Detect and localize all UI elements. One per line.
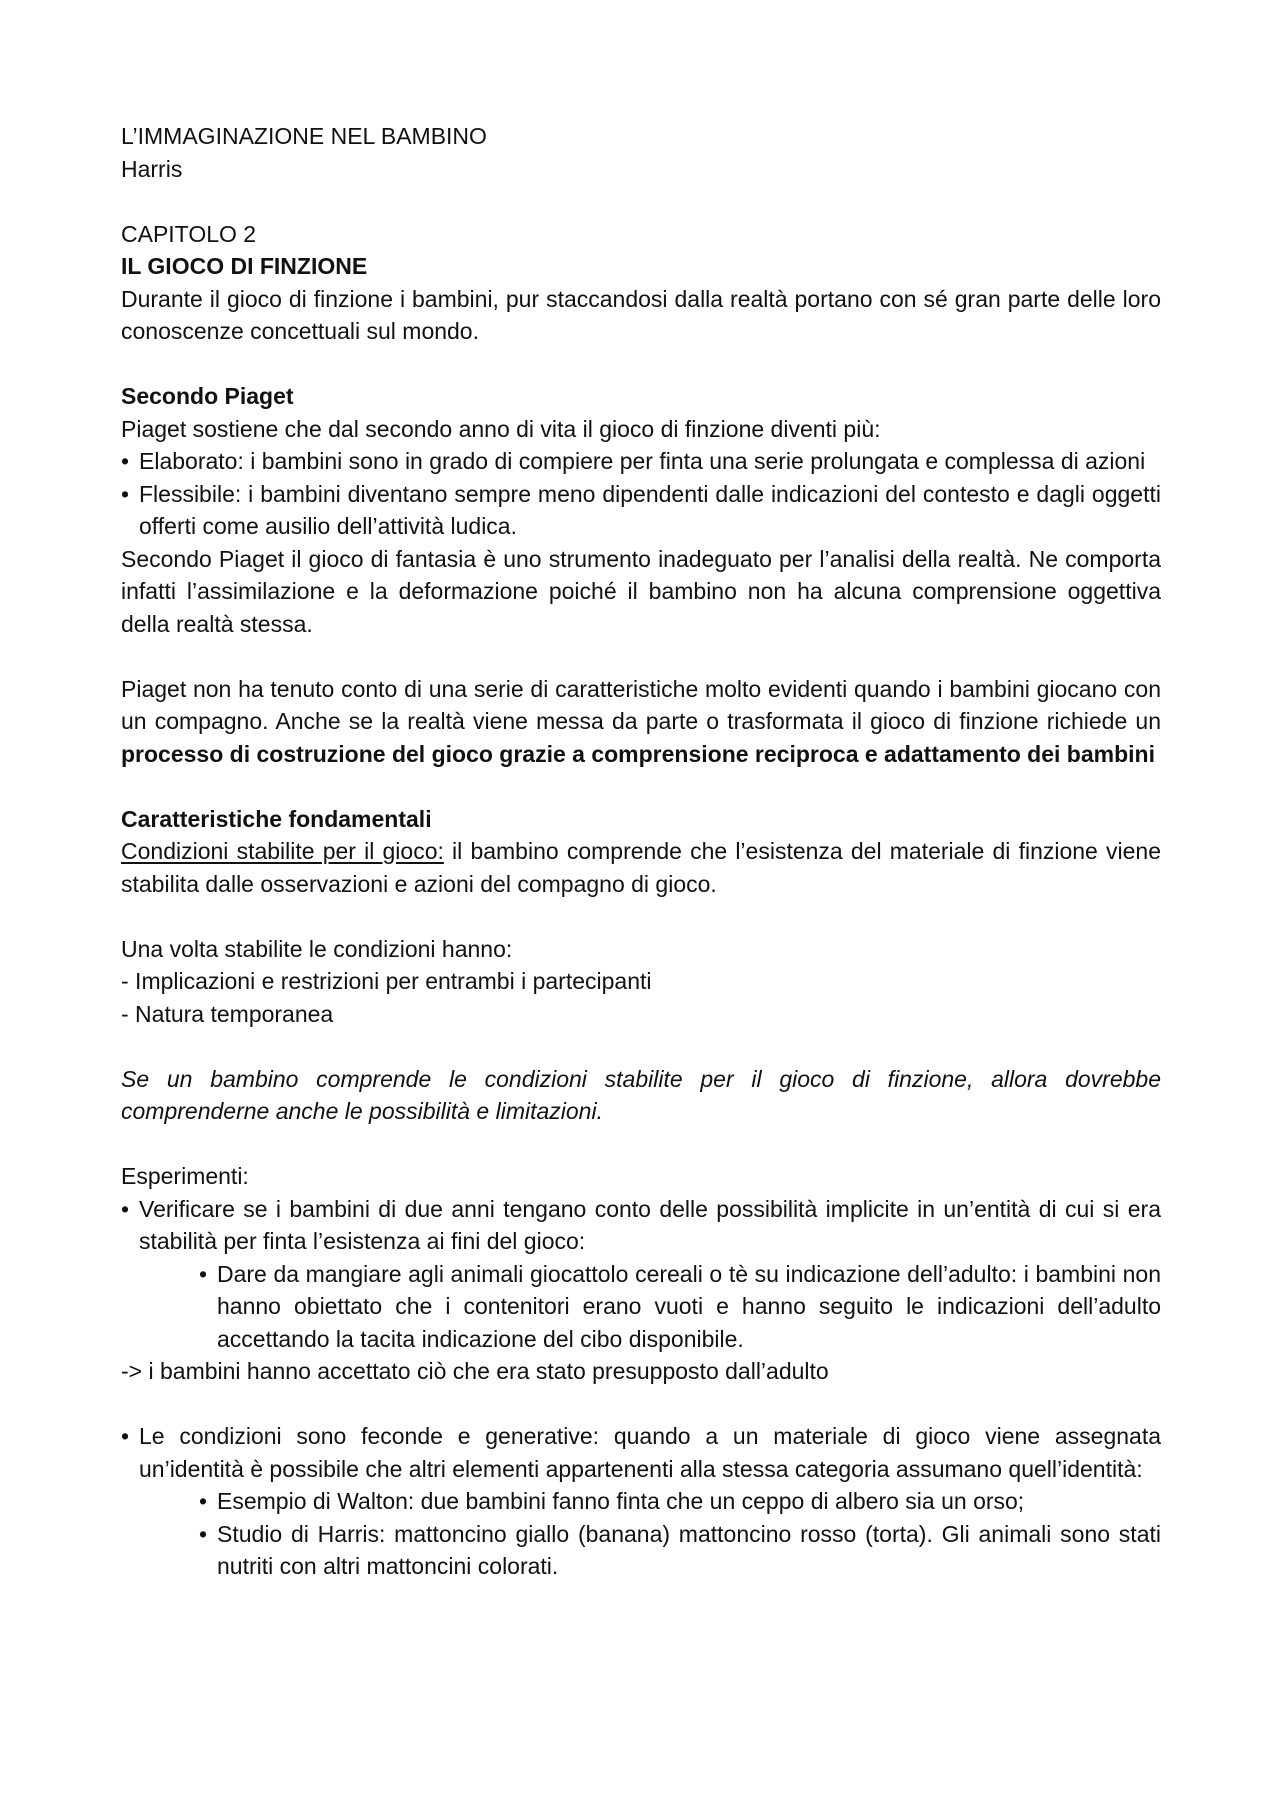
conditions-lead: Una volta stabilite le condizioni hanno: [121,935,513,962]
conditions-paragraph [121,835,1161,900]
experiment-bullet-2: • Le condizioni sono feconde e generative: quando a un materiale di gioco viene assegnata un’identità è possibile che altri elementi appartenenti alla stessa categoria assumano quell’identità: [121,1420,1161,1485]
section-heading-experiments: Esperimenti: [121,1163,249,1189]
piaget-lead: Piaget sostiene che dal secondo anno di vita il gioco di finzione diventi più: [121,415,881,442]
section-heading-features: Caratteristiche fondamentali [121,805,432,832]
experiment-bullet-1: • Verificare se i bambini di due anni tengano conto delle possibilità implicite in un’entità di cui si era stabilità per finta l’esistenza ai fini del gioco: [121,1193,1161,1258]
conditions-text: il bambino comprende che l’esistenza del materiale di finzione viene stabilita dalle osservazioni e azioni del compagno di gioco. [121,838,1161,897]
bullet-flessibile: • Flessibile: i bambini diventano sempre meno dipendenti dalle indicazioni del contesto e dagli oggetti offerti come ausilio dell’attività ludica. [121,478,1161,543]
section-heading-piaget: Secondo Piaget [121,383,294,409]
piaget-paragraph: Secondo Piaget il gioco di fantasia è uno strumento inadeguato per l’analisi della realtà. Ne comporta infatti l’assimilazione e la deformazione poiché il bambino non ha alcuna comprensione oggettiva della realtà stessa. [121,545,1161,637]
bullet-elaborato: • Elaborato: i bambini sono in grado di compiere per finta una serie prolungata e complessa di azioni [121,445,1161,478]
chapter-title: IL GIOCO DI FINZIONE [121,253,368,279]
experiment-subbullet-1: • Dare da mangiare agli animali giocattolo cereali o tè su indicazione dell’adulto: i bambini non hanno obiettato che i contenitori erano vuoti e hanno seguito le indicazioni dell’adulto accettando la tacita indicazione del cibo disponibile. [121,1258,1161,1356]
critique-bold: processo di costruzione del gioco grazie a comprensione reciproca e adattamento dei bambini [121,740,1155,767]
subbullet-walton: • Esempio di Walton: due bambini fanno finta che un ceppo di albero sia un orso; [121,1485,1161,1518]
piaget-critique [121,673,1161,771]
dash-item-natura: - Natura temporanea [121,1000,334,1027]
dash-item-implicazioni: - Implicazioni e restrizioni per entrambi i partecipanti [121,968,652,994]
subbullet-harris: • Studio di Harris: mattoncino giallo (banana) mattoncino rosso (torta). Gli animali sono stati nutriti con altri mattoncini colorati. [121,1518,1161,1583]
chapter-label: CAPITOLO 2 [121,220,257,247]
experiment-conclusion: -> i bambini hanno accettato ciò che era stato presupposto dall’adulto [121,1358,829,1384]
conditions-label: Condizioni stabilite per il gioco: [121,838,444,864]
critique-text: Piaget non ha tenuto conto di una serie di caratteristiche molto evidenti quando i bambini giocano con un compagno. Anche se la realtà viene messa da parte o trasformata il gioco di finzione richiede un [121,675,1161,734]
document-title: L’IMMAGINAZIONE NEL BAMBINO [121,123,487,149]
chapter-intro: Durante il gioco di finzione i bambini, pur staccandosi dalla realtà portano con sé gran parte delle loro conoscenze concettuali sul mondo. [121,285,1161,344]
document-author: Harris [121,155,183,182]
italic-hypothesis: Se un bambino comprende le condizioni stabilite per il gioco di finzione, allora dovrebbe comprenderne anche le possibilità e limitazioni. [121,1065,1161,1124]
document-body [121,120,1161,1583]
